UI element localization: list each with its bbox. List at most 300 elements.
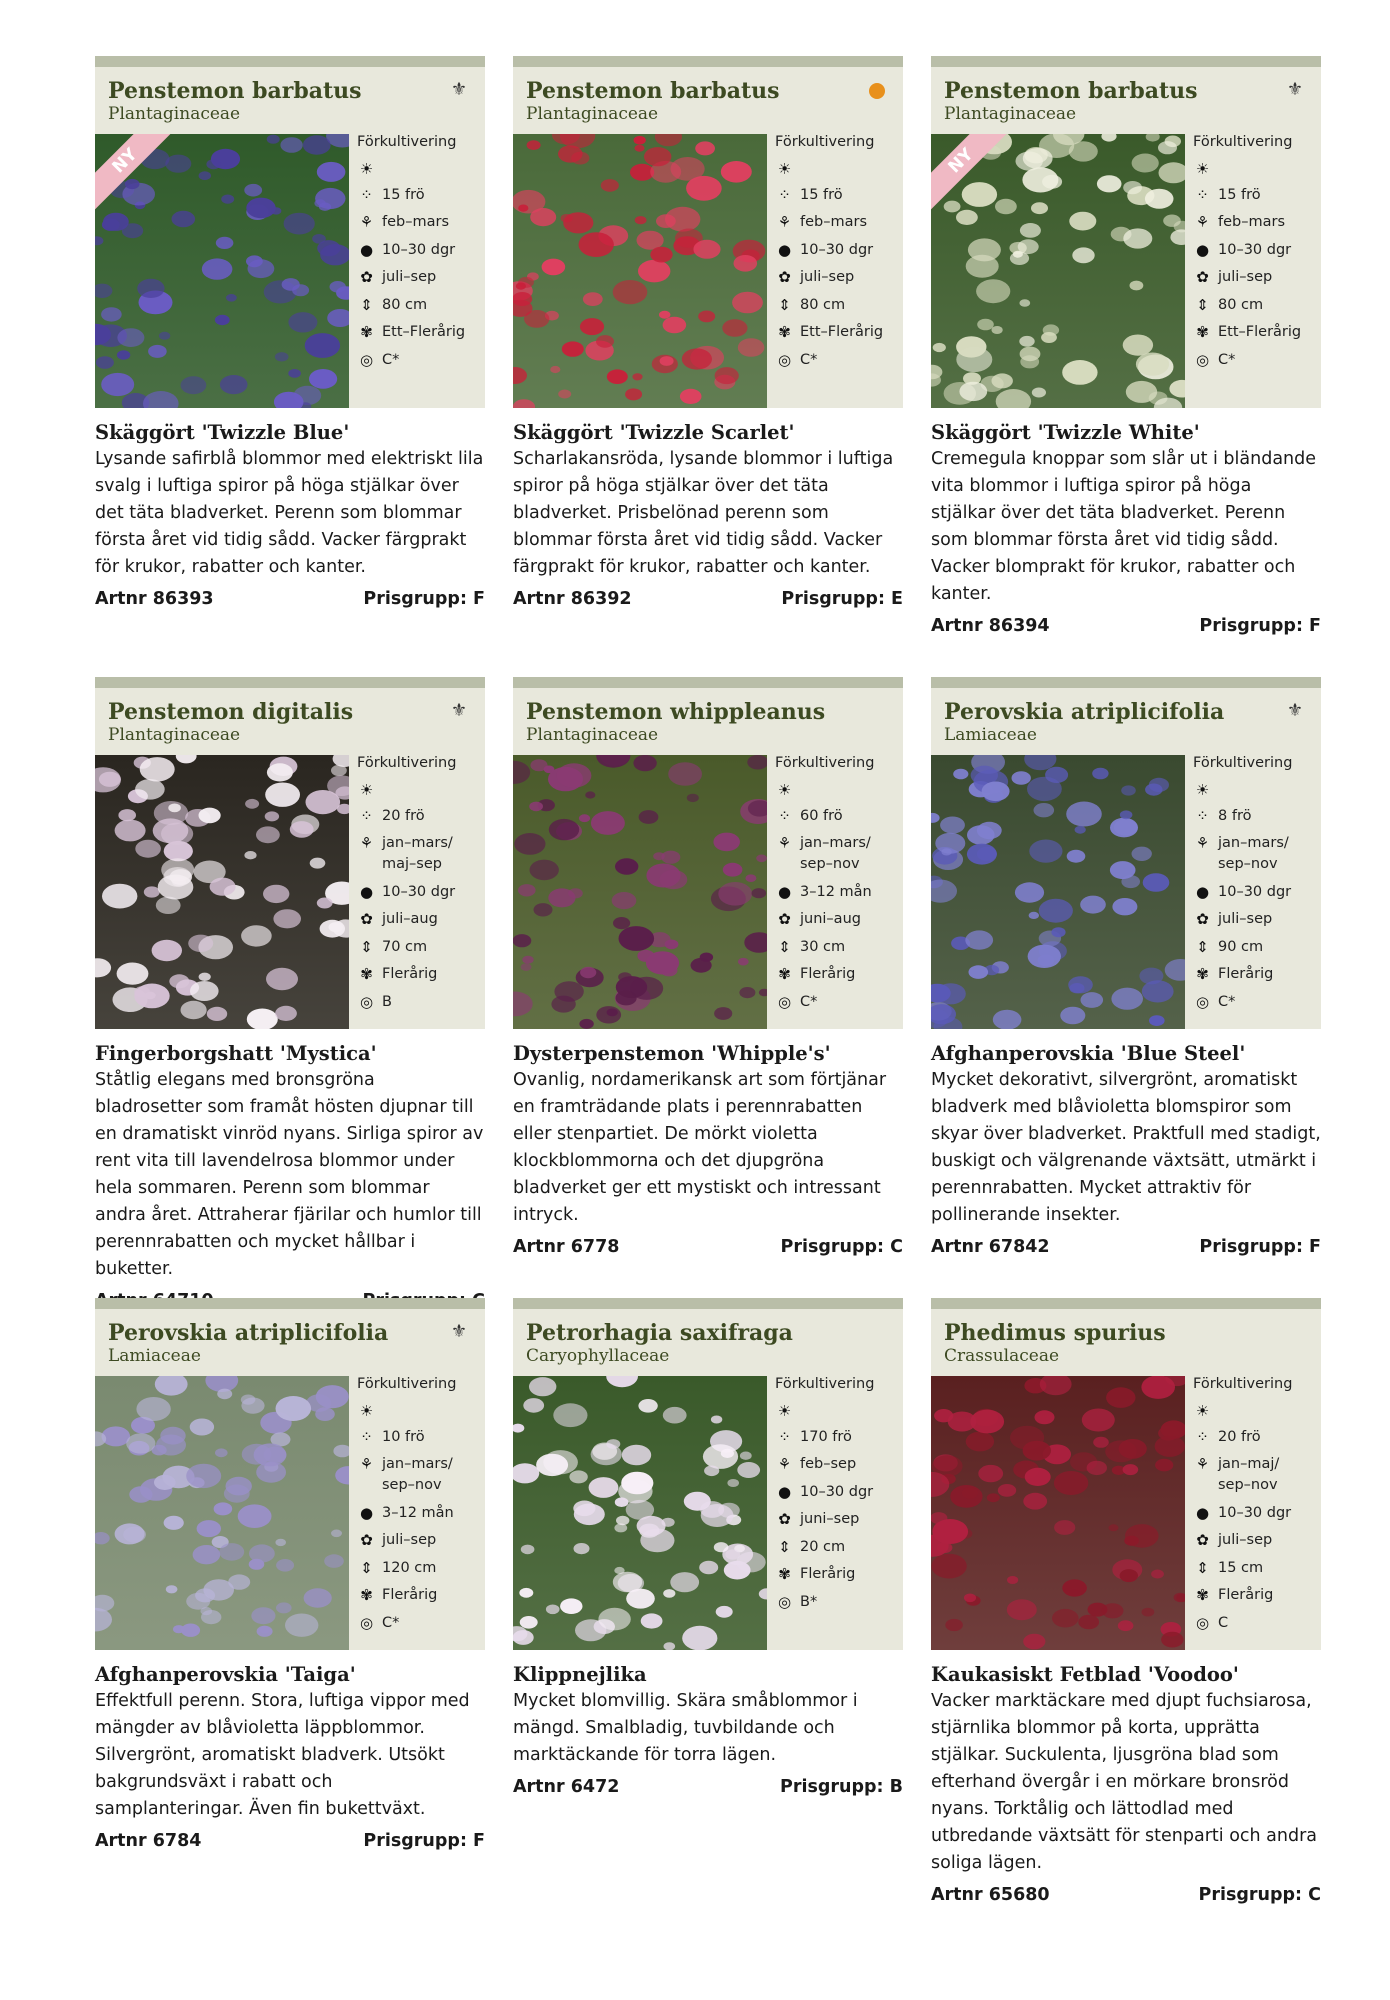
cultivation-specs: [357, 132, 485, 377]
price-group: Prisgrupp: C: [1198, 1885, 1321, 1905]
spec-row: [775, 159, 903, 178]
plant-photo: [513, 134, 767, 408]
spec-row: [1193, 1613, 1321, 1634]
spec-value: C*: [800, 351, 818, 368]
header-topbar: [931, 56, 1321, 67]
header-topbar: [95, 1298, 485, 1309]
spec-row: [775, 992, 903, 1013]
spec-value: 10 frö: [382, 1428, 425, 1445]
bee-icon: ⚜: [450, 1321, 468, 1342]
flower-icon: ✿: [360, 1531, 373, 1549]
spec-row: [775, 1401, 903, 1420]
spec-row: [775, 937, 903, 958]
product-footer: [95, 1831, 485, 1851]
spec-row: [357, 833, 485, 875]
zone-icon: ◎: [1195, 1613, 1210, 1632]
new-ribbon: NY: [95, 134, 177, 213]
spec-row: [775, 964, 903, 985]
card-header: [931, 677, 1321, 1029]
species-title: Perovskia atriplicifolia: [108, 1320, 389, 1346]
precultivation-label: Förkultivering: [357, 134, 457, 150]
flower-icon: ✿: [778, 1510, 791, 1528]
product-footer: [931, 1237, 1321, 1257]
precultivation-label: Förkultivering: [1193, 134, 1293, 150]
flower-icon: ✿: [360, 910, 373, 928]
spec-row: [357, 212, 485, 233]
cultivation-specs: [1193, 132, 1321, 377]
spec-row: [357, 1530, 485, 1551]
spec-row: [357, 1427, 485, 1448]
product-description: Scharlakansröda, lysande blommor i luftiga spiror på höga stjälkar över det täta bladverket. Prisbelönad perenn som blommar första året vid tidig sådd. Vacker färgprakt för krukor, rabatter och kanter.: [513, 449, 894, 577]
spec-row: [357, 1585, 485, 1606]
header-topbar: [931, 1298, 1321, 1309]
spec-value: feb–mars: [382, 214, 450, 230]
spec-row: [1193, 964, 1321, 985]
spec-row: [357, 240, 485, 261]
spec-value: C*: [1218, 351, 1236, 368]
spec-value: juli–sep: [800, 269, 855, 285]
sowing-icon: ⚘: [1195, 213, 1210, 231]
product-card: [931, 1298, 1321, 1905]
spec-value: juli–sep: [382, 1532, 437, 1548]
spec-value: juni–aug: [800, 911, 861, 927]
plant-photo: [95, 134, 349, 408]
spec-row: [1193, 295, 1321, 316]
height-icon: ⇕: [778, 937, 791, 956]
spec-value: 10–30 dgr: [382, 241, 456, 258]
price-group: Prisgrupp: F: [363, 1831, 485, 1851]
spec-row: [775, 1454, 903, 1475]
precultivation-label: Förkultivering: [1193, 1376, 1293, 1392]
spec-value: 10–30 dgr: [1218, 241, 1292, 258]
cultivation-specs: [1193, 1374, 1321, 1640]
product-footer: [95, 589, 485, 609]
sun-icon: ☀: [777, 160, 792, 178]
header-topbar: [95, 56, 485, 67]
spec-value: Flerårig: [1218, 1587, 1274, 1603]
spec-value: feb–sep: [800, 1456, 857, 1472]
spec-row: [775, 909, 903, 930]
seeds-icon: ⁘: [1196, 185, 1209, 204]
seeds-icon: ⁘: [778, 1427, 791, 1446]
spec-row: [1193, 937, 1321, 958]
spec-value: 3–12 mån: [800, 883, 872, 900]
spec-value: 10–30 dgr: [382, 883, 456, 900]
spec-value: juli–sep: [1218, 911, 1273, 927]
product-name: Skäggört 'Twizzle Scarlet': [513, 421, 795, 444]
article-number: Artnr 67842: [931, 1237, 1050, 1257]
height-icon: ⇕: [360, 937, 373, 956]
germination-icon: ●: [777, 882, 792, 901]
flower-icon: ✿: [1196, 1531, 1209, 1549]
spec-row: [357, 1454, 485, 1496]
header-topbar: [931, 677, 1321, 688]
lifespan-icon: ✾: [1196, 965, 1209, 983]
sun-icon: ☀: [777, 781, 792, 799]
product-footer: [931, 616, 1321, 636]
sowing-icon: ⚘: [359, 213, 374, 231]
spec-value: 10–30 dgr: [1218, 883, 1292, 900]
spec-value: 10–30 dgr: [800, 1483, 874, 1500]
seeds-icon: ⁘: [360, 185, 373, 204]
spec-value: Ett–Flerårig: [1218, 324, 1302, 340]
spec-value: 10–30 dgr: [800, 241, 874, 258]
sowing-icon: ⚘: [777, 834, 792, 852]
product-description: Mycket blomvillig. Skära småblommor i mängd. Smalbladig, tuvbildande och marktäckande för torra lägen.: [513, 1691, 858, 1765]
spec-value: Ett–Flerårig: [800, 324, 884, 340]
height-icon: ⇕: [778, 295, 791, 314]
spec-value: 20 cm: [800, 1538, 846, 1555]
sun-icon: ☀: [777, 1402, 792, 1420]
spec-value: 15 frö: [1218, 186, 1261, 203]
product-name: Afghanperovskia 'Blue Steel': [931, 1042, 1246, 1065]
spec-row: [1193, 1503, 1321, 1524]
spec-value: B: [382, 993, 392, 1010]
product-card: [931, 56, 1321, 636]
spec-value: feb–mars: [1218, 214, 1286, 230]
card-header: [931, 1298, 1321, 1650]
spec-value: C: [1218, 1614, 1229, 1631]
sun-icon: ☀: [359, 1402, 374, 1420]
zone-icon: ◎: [777, 1592, 792, 1611]
bee-icon: ⚜: [1286, 700, 1304, 721]
article-number: Artnr 86394: [931, 616, 1050, 636]
spec-value: C*: [800, 993, 818, 1010]
zone-icon: ◎: [1195, 992, 1210, 1011]
family-name: Plantaginaceae: [944, 104, 1077, 124]
spec-row: [357, 780, 485, 799]
germination-icon: ●: [359, 240, 374, 259]
spec-row: [775, 1427, 903, 1448]
spec-value: juli–sep: [1218, 269, 1273, 285]
spec-row: [1193, 1585, 1321, 1606]
bee-icon: ⚜: [1286, 79, 1304, 100]
orange-dot-icon: [869, 83, 885, 99]
product-card: [513, 677, 903, 1257]
bee-icon: ⚜: [450, 700, 468, 721]
price-group: Prisgrupp: C: [780, 1237, 903, 1257]
cultivation-specs: [357, 753, 485, 1019]
spec-row: [1193, 1530, 1321, 1551]
spec-row: [357, 295, 485, 316]
spec-value: feb–mars: [800, 214, 868, 230]
flower-icon: ✿: [1196, 268, 1209, 286]
germination-icon: ●: [777, 1482, 792, 1501]
spec-row: [1193, 1558, 1321, 1579]
header-topbar: [513, 1298, 903, 1309]
plant-photo: [931, 755, 1185, 1029]
spec-row: [775, 833, 903, 875]
spec-row: [775, 240, 903, 261]
price-group: Prisgrupp: F: [363, 589, 485, 609]
plant-photo: [513, 755, 767, 1029]
spec-row: [357, 322, 485, 343]
spec-value: juli–sep: [1218, 1532, 1273, 1548]
product-footer: [513, 1237, 903, 1257]
spec-row: [775, 267, 903, 288]
product-footer: [513, 1777, 903, 1797]
spec-value: 8 frö: [1218, 807, 1252, 824]
species-title: Penstemon digitalis: [108, 699, 354, 725]
card-header: [95, 677, 485, 1029]
spec-row: [1193, 992, 1321, 1013]
price-group: Prisgrupp: F: [1199, 1237, 1321, 1257]
sowing-icon: ⚘: [359, 1455, 374, 1473]
lifespan-icon: ✾: [360, 323, 373, 341]
spec-value: 120 cm: [382, 1559, 437, 1576]
spec-row: [1193, 185, 1321, 206]
spec-row: [1193, 1427, 1321, 1448]
spec-value: Flerårig: [800, 1566, 856, 1582]
plant-photo: [931, 1376, 1185, 1650]
spec-value: 30 cm: [800, 938, 846, 955]
zone-icon: ◎: [1195, 350, 1210, 369]
cultivation-specs: [775, 1374, 903, 1619]
species-title: Penstemon whippleanus: [526, 699, 826, 725]
price-group: Prisgrupp: B: [780, 1777, 903, 1797]
spec-row: [1193, 350, 1321, 371]
family-name: Lamiaceae: [944, 725, 1037, 745]
plant-photo: [513, 1376, 767, 1650]
product-name: Skäggört 'Twizzle White': [931, 421, 1200, 444]
germination-icon: ●: [1195, 882, 1210, 901]
product-card: [95, 677, 485, 1311]
height-icon: ⇕: [360, 295, 373, 314]
family-name: Plantaginaceae: [526, 725, 659, 745]
spec-value: jan–mars/ maj–sep: [382, 835, 453, 872]
spec-value: juni–sep: [800, 1511, 860, 1527]
height-icon: ⇕: [1196, 1558, 1209, 1577]
spec-value: 3–12 mån: [382, 1504, 454, 1521]
height-icon: ⇕: [778, 1537, 791, 1556]
flower-icon: ✿: [778, 268, 791, 286]
product-name: Klippnejlika: [513, 1663, 647, 1686]
spec-value: 15 cm: [1218, 1559, 1264, 1576]
sowing-icon: ⚘: [1195, 834, 1210, 852]
spec-row: [357, 937, 485, 958]
family-name: Caryophyllaceae: [526, 1346, 670, 1366]
spec-row: [357, 1401, 485, 1420]
spec-value: 90 cm: [1218, 938, 1264, 955]
spec-row: [775, 882, 903, 903]
spec-row: [1193, 882, 1321, 903]
article-number: Artnr 86392: [513, 589, 632, 609]
product-card: [95, 1298, 485, 1851]
article-number: Artnr 86393: [95, 589, 214, 609]
spec-value: Flerårig: [800, 966, 856, 982]
card-header: [513, 56, 903, 408]
family-name: Lamiaceae: [108, 1346, 201, 1366]
spec-value: jan–maj/ sep–nov: [1218, 1456, 1280, 1493]
product-description: Lysande safirblå blommor med elektriskt lila svalg i luftiga spiror på höga stjälkar över det täta bladverket. Perenn som blommar första året vid tidig sådd. Vacker färgprakt för krukor, rabatter och kanter.: [95, 449, 484, 577]
article-number: Artnr 65680: [931, 1885, 1050, 1905]
product-name: Skäggört 'Twizzle Blue': [95, 421, 350, 444]
family-name: Plantaginaceae: [526, 104, 659, 124]
price-group: Prisgrupp: F: [1199, 616, 1321, 636]
cultivation-specs: [1193, 753, 1321, 1019]
seeds-icon: ⁘: [778, 806, 791, 825]
spec-row: [357, 964, 485, 985]
species-title: Penstemon barbatus: [526, 78, 780, 104]
zone-icon: ◎: [777, 992, 792, 1011]
spec-row: [357, 909, 485, 930]
germination-icon: ●: [359, 882, 374, 901]
height-icon: ⇕: [1196, 295, 1209, 314]
spec-row: [357, 1558, 485, 1579]
spec-row: [775, 1509, 903, 1530]
spec-row: [357, 882, 485, 903]
spec-row: [1193, 833, 1321, 875]
article-number: Artnr 6784: [95, 1831, 202, 1851]
product-name: Kaukasiskt Fetblad 'Voodoo': [931, 1663, 1239, 1686]
spec-row: [1193, 322, 1321, 343]
seeds-icon: ⁘: [778, 185, 791, 204]
flower-icon: ✿: [360, 268, 373, 286]
species-title: Perovskia atriplicifolia: [944, 699, 1225, 725]
spec-value: juli–aug: [382, 911, 438, 927]
spec-row: [357, 267, 485, 288]
spec-row: [357, 806, 485, 827]
spec-value: C*: [382, 1614, 400, 1631]
product-name: Dysterpenstemon 'Whipple's': [513, 1042, 831, 1065]
product-description: Effektfull perenn. Stora, luftiga vippor med mängder av blåvioletta läppblommor. Silvergrönt, aromatiskt bladverk. Utsökt bakgrundsväxt i rabatt och samplanteringar. Även fin bukettväxt.: [95, 1691, 470, 1819]
spec-row: [775, 185, 903, 206]
header-topbar: [513, 677, 903, 688]
spec-value: jan–mars/ sep–nov: [1218, 835, 1289, 872]
spec-row: [775, 322, 903, 343]
spec-value: C*: [1218, 993, 1236, 1010]
product-description: Cremegula knoppar som slår ut i bländande vita blommor i luftiga spiror på höga stjälkar över det täta bladverket. Perenn som blommar första året vid tidig sådd. Vacker blomprakt för krukor, rabatter och kanter.: [931, 449, 1317, 604]
bee-icon: ⚜: [450, 79, 468, 100]
card-header: [513, 677, 903, 1029]
height-icon: ⇕: [1196, 937, 1209, 956]
new-ribbon: NY: [931, 134, 1013, 213]
precultivation-label: Förkultivering: [775, 755, 875, 771]
precultivation-label: Förkultivering: [357, 1376, 457, 1392]
spec-row: [1193, 1454, 1321, 1496]
spec-row: [775, 780, 903, 799]
spec-value: 15 frö: [800, 186, 843, 203]
spec-value: 20 frö: [1218, 1428, 1261, 1445]
spec-row: [775, 1564, 903, 1585]
spec-row: [775, 212, 903, 233]
seeds-icon: ⁘: [1196, 1427, 1209, 1446]
header-topbar: [513, 56, 903, 67]
product-description: Ståtlig elegans med bronsgröna bladrosetter som framåt hösten djupnar till en dramatiskt vinröd nyans. Sirliga spiror av rent vita till lavendelrosa blommor under hela sommaren. Perenn som blommar andra året. Attraherar fjärilar och humlor till perennrabatten och mycket hållbar i buketter.: [95, 1070, 484, 1279]
species-title: Penstemon barbatus: [108, 78, 362, 104]
sun-icon: ☀: [1195, 781, 1210, 799]
seeds-icon: ⁘: [1196, 806, 1209, 825]
spec-row: [775, 350, 903, 371]
spec-value: 80 cm: [1218, 296, 1264, 313]
cultivation-specs: [357, 1374, 485, 1640]
spec-row: [775, 806, 903, 827]
product-description: Mycket dekorativt, silvergrönt, aromatiskt bladverk med blåvioletta blomspiror som skyar över bladverket. Praktfull med stadigt, buskigt och välgrenande växtsätt, utmärkt i perennrabatten. Mycket attraktiv för pollinerande insekter.: [931, 1070, 1321, 1225]
flower-icon: ✿: [1196, 910, 1209, 928]
spec-row: [357, 992, 485, 1013]
card-header: [931, 56, 1321, 408]
sowing-icon: ⚘: [777, 213, 792, 231]
spec-value: jan–mars/ sep–nov: [800, 835, 871, 872]
card-header: [95, 56, 485, 408]
plant-photo: [95, 1376, 349, 1650]
zone-icon: ◎: [777, 350, 792, 369]
germination-icon: ●: [1195, 1503, 1210, 1522]
family-name: Plantaginaceae: [108, 104, 241, 124]
product-description: Vacker marktäckare med djupt fuchsiarosa, stjärnlika blommor på korta, upprätta stjälkar. Suckulenta, ljusgröna blad som efterhand övergår i en mörkare bronsröd nyans. Torktålig och lättodlad med utbredande växtsätt för stenparti och andra soliga lägen.: [931, 1691, 1318, 1873]
spec-value: B*: [800, 1593, 818, 1610]
spec-row: [357, 159, 485, 178]
spec-row: [1193, 212, 1321, 233]
spec-row: [775, 1592, 903, 1613]
seeds-icon: ⁘: [360, 806, 373, 825]
lifespan-icon: ✾: [778, 1565, 791, 1583]
product-name: Fingerborgshatt 'Mystica': [95, 1042, 377, 1065]
lifespan-icon: ✾: [360, 965, 373, 983]
sun-icon: ☀: [359, 781, 374, 799]
spec-row: [775, 1482, 903, 1503]
sun-icon: ☀: [1195, 1402, 1210, 1420]
precultivation-label: Förkultivering: [1193, 755, 1293, 771]
flower-icon: ✿: [778, 910, 791, 928]
precultivation-label: Förkultivering: [775, 1376, 875, 1392]
spec-row: [357, 1503, 485, 1524]
header-topbar: [95, 677, 485, 688]
precultivation-label: Förkultivering: [357, 755, 457, 771]
spec-row: [1193, 806, 1321, 827]
plant-photo: [95, 755, 349, 1029]
spec-row: [1193, 1401, 1321, 1420]
product-card: [95, 56, 485, 609]
plant-photo: [931, 134, 1185, 408]
product-card: [513, 1298, 903, 1797]
product-card: [931, 677, 1321, 1257]
spec-value: Flerårig: [1218, 966, 1274, 982]
spec-value: Flerårig: [382, 966, 438, 982]
article-number: Artnr 6472: [513, 1777, 620, 1797]
sowing-icon: ⚘: [1195, 1455, 1210, 1473]
sowing-icon: ⚘: [777, 1455, 792, 1473]
sun-icon: ☀: [1195, 160, 1210, 178]
lifespan-icon: ✾: [1196, 1586, 1209, 1604]
cultivation-specs: [775, 132, 903, 377]
spec-row: [357, 350, 485, 371]
height-icon: ⇕: [360, 1558, 373, 1577]
spec-value: Flerårig: [382, 1587, 438, 1603]
spec-row: [775, 1537, 903, 1558]
seeds-icon: ⁘: [360, 1427, 373, 1446]
spec-row: [1193, 240, 1321, 261]
spec-value: 60 frö: [800, 807, 843, 824]
species-title: Penstemon barbatus: [944, 78, 1198, 104]
spec-row: [357, 1613, 485, 1634]
lifespan-icon: ✾: [778, 323, 791, 341]
zone-icon: ◎: [359, 992, 374, 1011]
spec-row: [357, 185, 485, 206]
spec-row: [1193, 267, 1321, 288]
germination-icon: ●: [1195, 240, 1210, 259]
product-footer: [513, 589, 903, 609]
zone-icon: ◎: [359, 350, 374, 369]
lifespan-icon: ✾: [1196, 323, 1209, 341]
spec-value: 170 frö: [800, 1428, 852, 1445]
article-number: Artnr 6778: [513, 1237, 620, 1257]
germination-icon: ●: [777, 240, 792, 259]
spec-value: juli–sep: [382, 269, 437, 285]
spec-value: 15 frö: [382, 186, 425, 203]
spec-row: [775, 295, 903, 316]
sowing-icon: ⚘: [359, 834, 374, 852]
